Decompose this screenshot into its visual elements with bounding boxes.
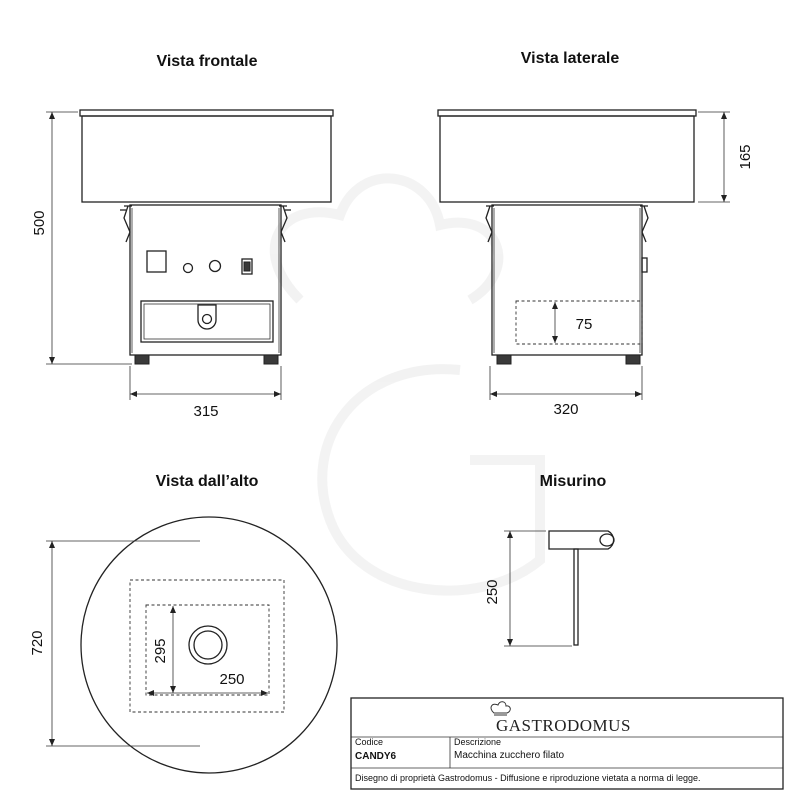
front-drawer [141, 301, 273, 342]
side-foot-left [497, 355, 511, 364]
side-foot-right [626, 355, 640, 364]
top-dim-inner-width: 250 [219, 671, 245, 688]
front-knob-1 [184, 264, 193, 273]
top-dim-diameter: 720 [29, 630, 46, 656]
front-view-title: Vista frontale [156, 53, 258, 70]
front-foot-right [264, 355, 278, 364]
front-bowl-rim [80, 110, 333, 116]
front-view [31, 53, 333, 420]
front-knob-2 [210, 261, 221, 272]
top-dim-inner-height: 295 [152, 638, 169, 664]
ownership-notice: Disegno di proprietà Gastrodomus - Diffusione e riproduzione vietata a norma di legge. [355, 773, 701, 783]
code-value: CANDY6 [355, 751, 397, 762]
top-spinner-inner [194, 631, 222, 659]
scoop-view-title: Misurino [539, 473, 607, 490]
side-dim-width: 320 [553, 401, 579, 418]
description-value: Macchina zucchero filato [454, 750, 565, 761]
front-base [130, 205, 281, 355]
front-foot-left [135, 355, 149, 364]
side-view-title: Vista laterale [520, 50, 620, 67]
watermark-logo [275, 178, 540, 590]
side-connector [642, 258, 647, 272]
front-dim-height: 500 [31, 210, 48, 236]
scoop-head [549, 531, 614, 549]
side-bowl [440, 116, 694, 202]
front-display [147, 251, 166, 272]
side-dim-bowl-height: 165 [737, 144, 754, 170]
front-bowl [82, 116, 331, 202]
side-bowl-rim [438, 110, 696, 116]
scoop-dim-height: 250 [484, 579, 501, 605]
brand-logo-icon [491, 702, 510, 715]
code-label: Codice [355, 737, 384, 747]
scoop-handle [574, 549, 578, 645]
brand-name: GASTRODOMUS [496, 716, 631, 735]
title-block [351, 698, 783, 789]
scoop-view [484, 473, 614, 646]
top-bowl-outline [81, 517, 337, 773]
front-drawer-handle [198, 305, 216, 329]
side-clip-right [640, 206, 648, 242]
description-label: Descrizione [454, 737, 502, 747]
side-dim-drawer-height: 75 [575, 316, 593, 333]
top-view [29, 473, 337, 773]
top-view-title: Vista dall’alto [155, 473, 259, 490]
side-base [492, 205, 642, 355]
top-spinner-outer [189, 626, 227, 664]
front-dim-width: 315 [193, 403, 219, 420]
